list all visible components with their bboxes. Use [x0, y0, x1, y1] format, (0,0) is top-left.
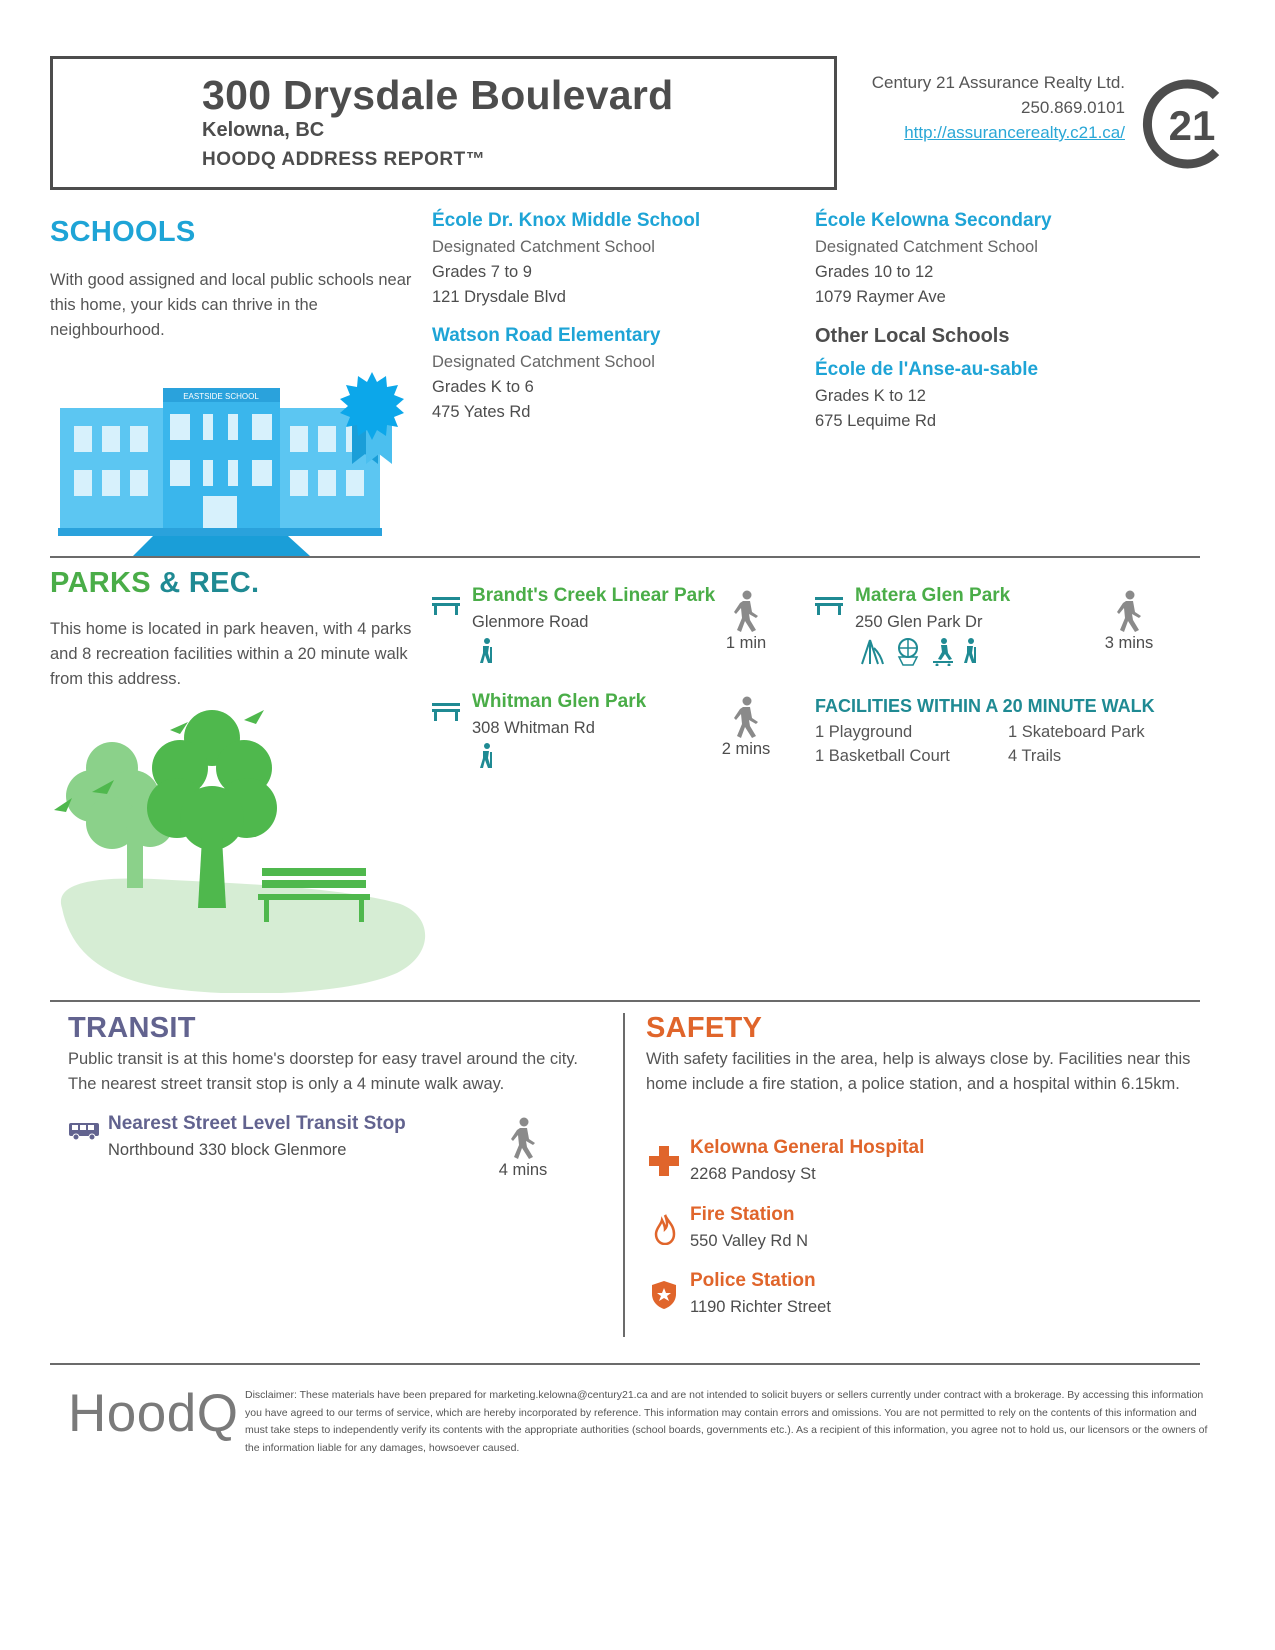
walking-person-icon — [732, 590, 760, 632]
walk-time: 4 mins — [498, 1161, 548, 1179]
address-city: Kelowna, BC — [202, 119, 325, 141]
transit-stop-heading[interactable]: Nearest Street Level Transit Stop — [108, 1113, 406, 1134]
bus-icon — [68, 1121, 100, 1141]
park-address: 250 Glen Park Dr — [855, 613, 983, 631]
facility-item: 1 Playground — [815, 723, 913, 741]
safety-item-address: 550 Valley Rd N — [690, 1232, 809, 1250]
parks-title-part2: & REC. — [159, 567, 260, 599]
safety-item-name[interactable]: Police Station — [690, 1270, 816, 1291]
park-item[interactable] — [855, 585, 1010, 635]
hoodq-logo: HoodQ — [68, 1384, 239, 1443]
walking-person-icon — [509, 1117, 537, 1159]
walk-time: 3 mins — [1104, 634, 1154, 652]
school-name[interactable]: École Dr. Knox Middle School — [432, 210, 701, 231]
park-item[interactable] — [472, 691, 646, 741]
walking-person-icon — [732, 696, 760, 738]
school-address: 1079 Raymer Ave — [815, 288, 946, 306]
address-title: 300 Drysdale Boulevard — [202, 72, 674, 118]
award-ribbon-icon — [338, 372, 408, 472]
hiking-icon — [478, 638, 494, 664]
school-sign-label: EASTSIDE SCHOOL — [183, 392, 259, 401]
school-name[interactable]: École Kelowna Secondary — [815, 210, 1052, 231]
park-address: 308 Whitman Rd — [472, 719, 595, 737]
safety-item-name[interactable]: Kelowna General Hospital — [690, 1137, 925, 1158]
parks-title — [50, 567, 259, 600]
safety-blurb: With safety facilities in the area, help is always close by. Facilities near this home include a fire station, a police station, and a hospital within 6.15km. — [646, 1050, 1191, 1093]
walk-time: 1 min — [725, 634, 767, 652]
school-name[interactable]: Watson Road Elementary — [432, 325, 661, 346]
facility-item: 1 Skateboard Park — [1008, 723, 1145, 741]
schools-blurb: With good assigned and local public schools near this home, your kids can thrive in the neighbourhood. — [50, 271, 412, 339]
century21-logo-icon — [1138, 76, 1234, 172]
facility-item: 1 Basketball Court — [815, 747, 950, 765]
facility-item: 4 Trails — [1008, 747, 1062, 765]
park-item[interactable] — [472, 585, 715, 635]
transit-blurb: Public transit is at this home's doorstep for easy travel around the city. The nearest street transit stop is only a 4 minute walk away. — [68, 1050, 579, 1093]
safety-item[interactable] — [690, 1137, 924, 1187]
safety-item[interactable] — [690, 1204, 808, 1254]
school-item[interactable] — [432, 325, 660, 425]
hospital-cross-icon — [648, 1145, 680, 1177]
century21-logo-text: 21 — [1168, 102, 1216, 149]
transit-stop-item[interactable] — [108, 1113, 406, 1163]
hiking-icon — [478, 743, 494, 769]
report-label: HOODQ ADDRESS REPORT™ — [202, 149, 486, 170]
school-item[interactable] — [815, 359, 1038, 434]
walking-person-icon — [1115, 590, 1143, 632]
other-schools-heading: Other Local Schools — [815, 325, 1010, 347]
park-name[interactable]: Brandt's Creek Linear Park — [472, 585, 716, 606]
playground-icon — [860, 638, 884, 666]
facilities-heading: FACILITIES WITHIN A 20 MINUTE WALK — [815, 696, 1155, 716]
park-name[interactable]: Matera Glen Park — [855, 585, 1011, 606]
bench-icon — [432, 701, 460, 721]
section-divider — [50, 1000, 1200, 1002]
section-divider — [50, 556, 1200, 558]
safety-item[interactable] — [690, 1270, 831, 1320]
skateboard-icon — [932, 638, 954, 666]
school-address: 121 Drysdale Blvd — [432, 288, 566, 306]
school-grades: Grades 10 to 12 — [815, 263, 934, 281]
safety-item-address: 2268 Pandosy St — [690, 1165, 816, 1183]
column-divider — [623, 1013, 625, 1337]
disclaimer-text: Disclaimer: These materials have been prepared for marketing.kelowna@century21.ca and are not intended to solicit buyers or sellers currently under contract with a brokerage. By accessing this information you have agreed to our terms of service, which are hereby incorporated by reference. This information may contain errors and omissions. You are not permitted to rely on the contents of this information and must take steps to independently verify its contents with the appropriate authorities (school boards, governments etc.). As a recipient of this information, you agree not to hold us, our licensors or the owners of the information liable for any damages, howsoever caused. — [245, 1389, 1208, 1454]
flame-icon — [654, 1213, 676, 1245]
agency-url-link[interactable]: http://assurancerealty.c21.ca/ — [904, 123, 1125, 142]
safety-item-name[interactable]: Fire Station — [690, 1204, 795, 1225]
school-address: 675 Lequime Rd — [815, 412, 937, 430]
park-illustration — [52, 708, 432, 993]
schools-title: SCHOOLS — [50, 216, 196, 248]
school-name[interactable]: École de l'Anse-au-sable — [815, 359, 1039, 380]
hiking-icon — [962, 638, 978, 664]
school-type: Designated Catchment School — [815, 238, 1038, 256]
safety-title: SAFETY — [646, 1012, 763, 1044]
school-grades: Grades K to 12 — [815, 387, 926, 405]
school-type: Designated Catchment School — [432, 353, 655, 371]
agency-name: Century 21 Assurance Realty Ltd. — [871, 73, 1125, 92]
police-badge-icon — [651, 1280, 677, 1310]
walk-time: 2 mins — [721, 740, 771, 758]
basketball-icon — [893, 638, 923, 666]
school-grades: Grades K to 6 — [432, 378, 534, 396]
transit-stop-name: Northbound 330 block Glenmore — [108, 1141, 347, 1159]
school-item[interactable] — [815, 210, 1052, 310]
school-type: Designated Catchment School — [432, 238, 655, 256]
parks-title-part1: PARKS — [50, 567, 151, 599]
safety-item-address: 1190 Richter Street — [690, 1298, 831, 1316]
parks-blurb: This home is located in park heaven, with 4 parks and 8 recreation facilities within a 20 minute walk from this address. — [50, 620, 412, 688]
school-grades: Grades 7 to 9 — [432, 263, 532, 281]
bench-icon — [815, 595, 843, 615]
agency-phone[interactable]: 250.869.0101 — [1021, 98, 1125, 117]
school-address: 475 Yates Rd — [432, 403, 531, 421]
transit-title: TRANSIT — [68, 1012, 196, 1044]
school-item[interactable] — [432, 210, 700, 310]
bench-icon — [432, 595, 460, 615]
park-address: Glenmore Road — [472, 613, 589, 631]
park-name[interactable]: Whitman Glen Park — [472, 691, 647, 712]
section-divider — [50, 1363, 1200, 1365]
